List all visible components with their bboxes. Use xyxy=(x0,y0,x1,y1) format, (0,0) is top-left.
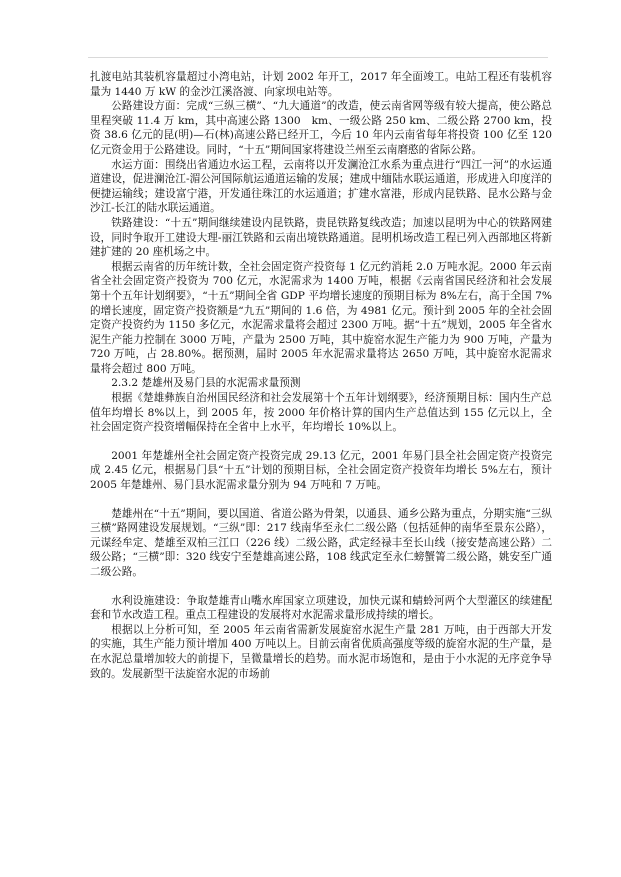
paragraph-chuxiong-economic-targets: 根据《楚雄彝族自治州国民经济和社会发展第十个五年计划纲要》，经济预期目标：国内生产总值年均增长 8%以上，到 2005 年，按 2000 年价格计算的国内生产总值达到 155 亿元以上，全社会固定资产投资增幅保持在全省中上水平，年均增长 10%以上。 xyxy=(90,392,552,434)
document-body xyxy=(90,70,552,681)
paragraph-chuxiong-road-network: 楚雄州在“十五”期间，要以国道、省道公路为骨架，以通县、通乡公路为重点，分期实施“三纵三横”路网建设发展规划。“三纵”即：217 线南华至永仁二级公路（包括延伸的南华至景东公路），元谋经牟定、楚雄至双柏三江口（226 线）二级公路，武定经禄丰至长山线（接安楚高速公路）二级公路；“三横”即：320 线安宁至楚雄高速公路，108 线武定至永仁螃蟹箐二级公路，姚安至广通二级公路。 xyxy=(90,507,552,578)
paragraph-water-transport: 水运方面：围绕出省通边水运工程，云南将以开发澜沧江水系为重点进行“四江一河”的水运通道建设，促进澜沧江-湄公河国际航运通道运输的发展；建成中缅陆水联运通道，形成进入印度洋的便捷运输线；建设富宁港，开发通往珠江的水运通道；扩建水富港，形成内昆铁路、昆水公路与金沙江-长江的陆水联运通道。 xyxy=(90,158,552,215)
paragraph-chuxiong-investment: 2001 年楚雄州全社会固定资产投资完成 29.13 亿元，2001 年易门县全社会固定资产投资完成 2.45 亿元，根据易门县“十五”计划的预期目标，全社会固定资产投资年均增长 5%左右，预计 2005 年楚雄州、易门县水泥需求量分别为 94 万吨和 7 万吨。 xyxy=(90,449,552,492)
section-heading: 2.3.2 楚雄州及易门县的水泥需求量预测 xyxy=(111,377,301,390)
paragraph-highway-construction: 公路建设方面：完成“三纵三横”、“九大通道”的改造，使云南省网等级有较大提高，使公路总里程突破 11.4 万 km，其中高速公路 1300 km、一级公路 250 km、二级公路 2700 km，投资 38.6 亿元的昆(明)—石(林)高速公路已经开工，今后 10 年内云南省每年将投资 100 亿至 120 亿元资金用于公路建设。同时，“十五”期间国家将建设兰州至云南磨憨的省际公路。 xyxy=(90,100,552,156)
paragraph-conclusion: 根据以上分析可知，至 2005 年云南省需新发展旋窑水泥生产量 281 万吨，由于西部大开发的实施，其生产能力预计增加 400 万吨以上。目前云南省优质高强度等级的旋窑水泥的生产量，是在水泥总量增加较大的前提下，呈微量增长的趋势。而水泥市场饱和，是由于小水泥的无序竞争导致的。发展新型干法旋窑水泥的市场前 xyxy=(90,623,552,680)
paragraph-railway-construction: 铁路建设：“十五”期间继续建设内昆铁路，贵昆铁路复线改造；加速以昆明为中心的铁路网建设，同时争取开工建设大理-丽江铁路和云南出境铁路通道。昆明机场改造工程已列入西部地区将新建扩建的 20 座机场之中。 xyxy=(90,216,552,259)
paragraph-yunnan-cement-demand: 根据云南省的历年统计数，全社会固定资产投资每 1 亿元约消耗 2.0 万吨水泥。2000 年云南省全社会固定资产投资为 700 亿元，水泥需求为 1400 万吨，根据《云南省国民经济和社会发展第十个五年计划纲要》，“十五”期间全省 GDP 平均增长速度的预期目标为 8%左右，高于全国 7%的增长速度，固定资产投资额是“九五”期间的 1.6 倍，为 4981 亿元。预计到 2005 年的全社会固定资产投资约为 1150 多亿元，水泥需求量将会超过 2300 万吨。据“十五”规划，2005 年全省水泥生产能力控制在 3000 万吨，产量为 2500 万吨，其中旋窑水泥生产能力为 900 万吨，产量为 720 万吨，占 28.80%。据预测，届时 2005 年水泥需求量将达 2650 万吨，其中旋窑水泥需求量将会超过 800 万吨。 xyxy=(90,260,552,375)
header-rule xyxy=(88,57,548,58)
paragraph-dam-projects: 扎渡电站其装机容量超过小湾电站，计划 2002 年开工，2017 年全面竣工。电站工程还有装机容量为 1440 万 kW 的金沙江溪洛渡、向家坝电站等。 xyxy=(90,71,552,98)
paragraph-water-conservancy: 水利设施建设：争取楚雄青山嘴水库国家立项建设，加快元谋和蜻蛉河两个大型灌区的续建配套和节水改造工程。重点工程建设的发展将对水泥需求量形成持续的增长。 xyxy=(90,594,552,622)
